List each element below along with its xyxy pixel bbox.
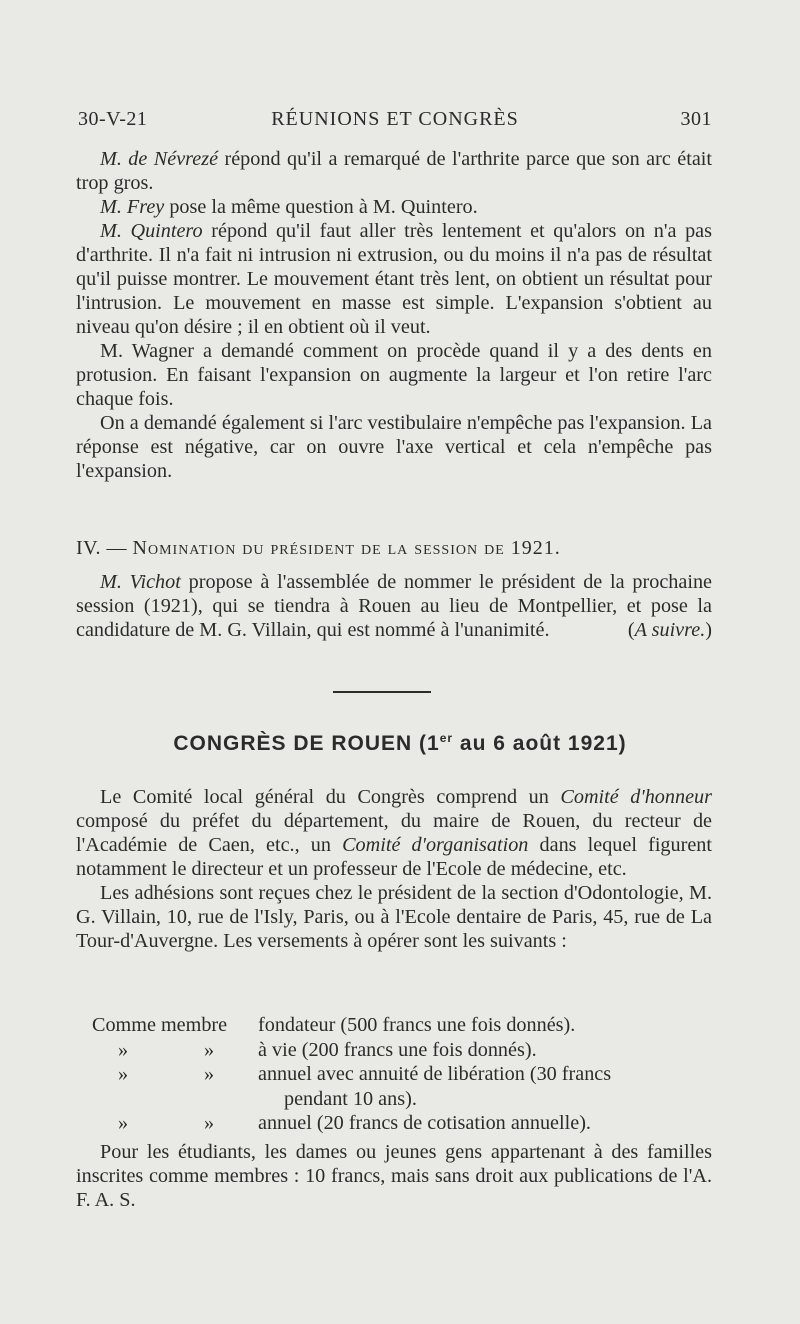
section-divider	[333, 691, 431, 693]
speaker-quintero: M. Quintero	[100, 220, 203, 242]
text-nevreze: répond qu'il a remarqué de l'arthrite parce que son arc était trop gros.	[76, 148, 713, 194]
paragraph-etudiants: Pour les étudiants, les dames ou jeunes gens appartenant à des familles inscrites comme membres : 10 francs, mais sans droit aux publications de l'A. F. A. S.	[76, 1141, 712, 1211]
fee-row-vie: » » à vie (200 francs une fois donnés).	[118, 1038, 537, 1061]
text-quintero: répond qu'il faut aller très lentement et qu'alors on n'a pas d'arthrite. Il n'a fait ni intrusion ni extrusion, ou du moins il n'a pas de résultat qu'il puisse montrer. Le mouvement étant très lent, on obtient un résultat pour l'intrusion. Le mouvement en masse est simple. L'expansion s'obtient au niveau qu'on désire ; il en obtient où il veut.	[76, 220, 713, 338]
fee-list	[92, 1013, 712, 1136]
header-date: 30-V-21	[78, 108, 148, 130]
section-title: Nomination du président de la session de 1921.	[132, 537, 561, 559]
comite-honneur: Comité d'honneur	[560, 786, 712, 808]
comite-organisation: Comité d'organisation	[342, 834, 529, 856]
paragraph-frey	[76, 195, 712, 219]
fee-row-annuel-liberation: » » annuel avec annuité de libération (30 francs	[118, 1063, 612, 1085]
nomination-block	[76, 570, 712, 642]
header-title: RÉUNIONS ET CONGRÈS	[271, 108, 519, 130]
section-number: IV. —	[76, 537, 133, 559]
a-suivre-note: (A suivre.)	[627, 619, 712, 641]
paragraph-comite: Le Comité local général du Congrès comprend un Comité d'honneur composé du préfet du département, du maire de Rouen, du recteur de l'Académie de Caen, etc., un Comité d'organisation dans lequel figurent notamment le directeur et un professeur de l'Ecole de médecine, etc.	[76, 786, 712, 880]
discussion-block	[76, 147, 712, 483]
speaker-vichot: M. Vichot	[100, 571, 181, 593]
running-header	[78, 108, 712, 138]
fee-row-annuel: » » annuel (20 francs de cotisation annuelle).	[118, 1112, 591, 1134]
text-frey: pose la même question à M. Quintero.	[164, 196, 478, 218]
page-number: 301	[680, 108, 712, 130]
congres-body	[76, 785, 712, 953]
section-heading-iv	[76, 537, 712, 560]
text-vichot: propose à l'assemblée de nommer le président de la prochaine session (1921), qui se tiendra à Rouen au lieu de Montpellier, et pose la candidature de M. G. Villain, qui est nommé à l'unanimité.	[76, 571, 712, 641]
paragraph-quintero	[76, 219, 712, 339]
paragraph-nevreze	[76, 147, 712, 195]
paragraph-wagner: M. Wagner a demandé comment on procède quand il y a des dents en protusion. En faisant l'expansion on augmente la largeur et l'on retire l'arc chaque fois.	[76, 340, 712, 410]
fee-row-fondateur: Comme membre fondateur (500 francs une fois donnés).	[92, 1014, 576, 1036]
congres-heading: CONGRÈS DE ROUEN (1er au 6 août 1921)	[173, 731, 627, 755]
students-block	[76, 1140, 712, 1212]
speaker-frey: M. Frey	[100, 196, 165, 218]
paragraph-adhesions: Les adhésions sont reçues chez le président de la section d'Odontologie, M. G. Villain, 10, rue de l'Isly, Paris, ou à l'Ecole dentaire de Paris, 45, rue de La Tour-d'Auvergne. Les versements à opérer sont les suivants :	[76, 882, 712, 952]
paragraph-expansion: On a demandé également si l'arc vestibulaire n'empêche pas l'expansion. La réponse est négative, car on ouvre l'axe vertical et cela n'empêche pas l'expansion.	[76, 412, 712, 482]
paragraph-vichot	[76, 570, 712, 642]
fee-row-annuel-liberation-cont: pendant 10 ans).	[284, 1087, 417, 1110]
speaker-nevreze: M. de Névrezé	[100, 148, 219, 170]
